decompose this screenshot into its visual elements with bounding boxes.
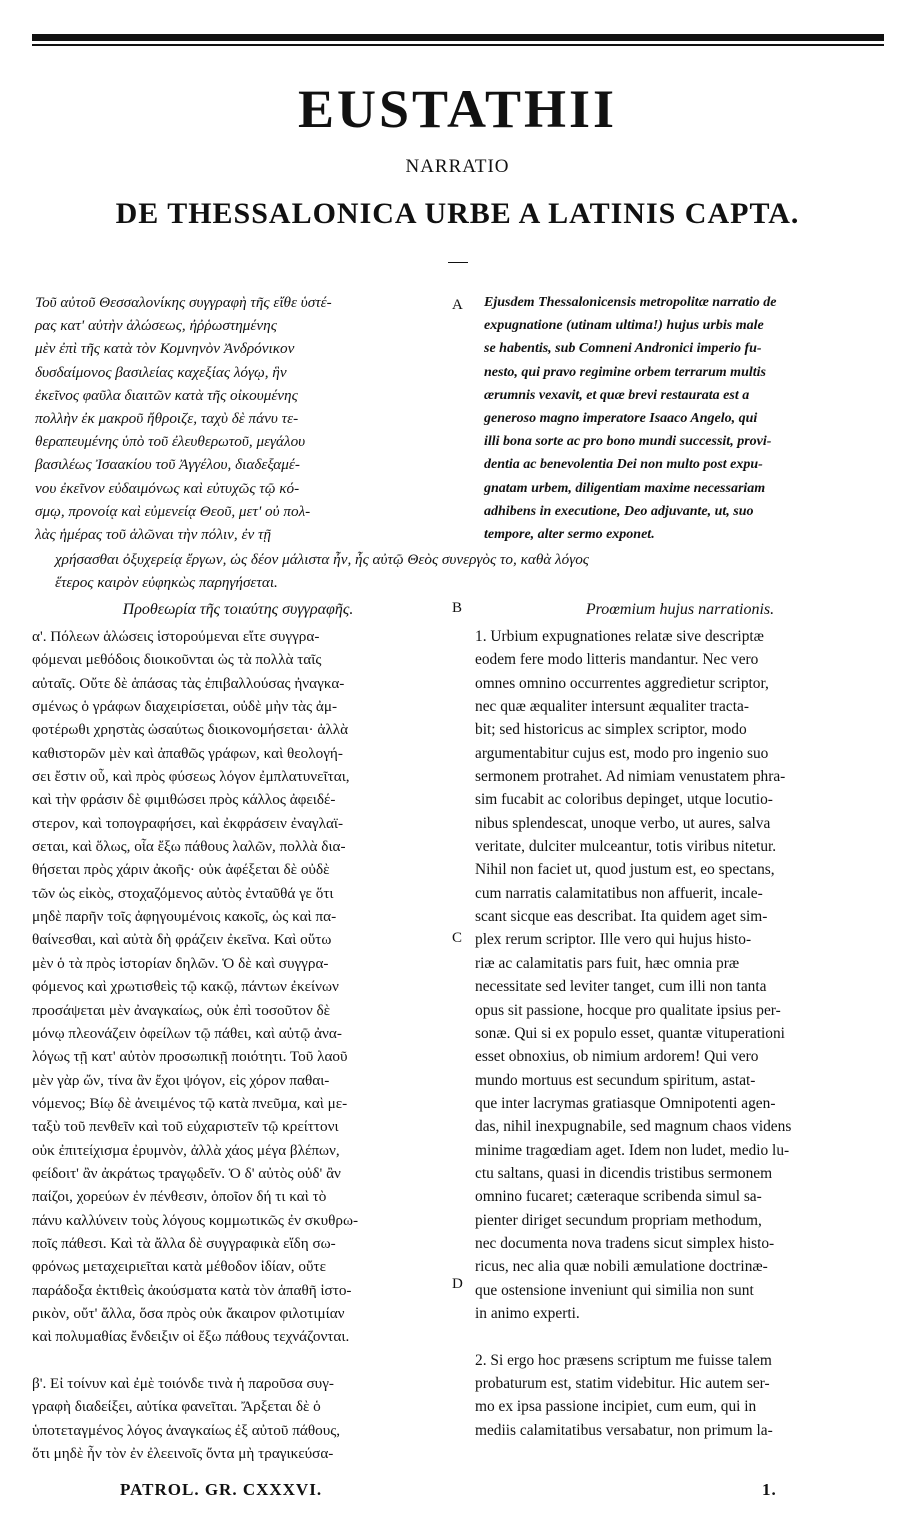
greek-body-line: ὅτι μηδὲ ἦν τὸν ἐν ἐλεεινοῖς ὄντα μὴ τραγικεύσα-	[32, 1445, 334, 1463]
latin-body-line: plex rerum scriptor. Ille vero qui hujus histo-	[475, 931, 752, 949]
greek-body-line: προσάψεται μὲν ἀναγκαίως, οὐκ ἐπὶ τοσοῦτον δὲ	[32, 1001, 331, 1019]
intro-latin-line: ærumnis vexavit, et quæ brevi restaurata est a	[484, 387, 750, 403]
intro-latin-line: se habentis, sub Comneni Andronici imperio fu-	[484, 341, 762, 357]
greek-body-line: φοτέρωθι χρηστὰς ὡσαύτως διοικονομήσεται· ἀλλὰ	[32, 721, 349, 739]
greek-body-column	[32, 602, 444, 1465]
page-headline: DE THESSALONICA URBE A LATINIS CAPTA.	[115, 197, 800, 230]
greek-body-line: ταξὺ τοῦ πενθεῖν καὶ τοῦ εὐχαριστεῖν τῷ κρείττονι	[32, 1118, 339, 1136]
greek-body-line: νόμενος; Βίῳ δὲ ἀνειμένος τῷ κατὰ πνεῦμα, καὶ με-	[32, 1094, 348, 1112]
latin-body-line: opus sit passione, hocque pro qualitate ipsius per-	[475, 1001, 781, 1019]
latin-heading: Proœmium hujus narrationis.	[585, 601, 775, 618]
latin-body-line: que inter lacrymas gratiasque Omnipotenti agen-	[475, 1094, 776, 1112]
margin-letter-b: B	[452, 600, 463, 616]
latin-body-line: probaturum est, statim videbitur. Hic autem ser-	[475, 1375, 770, 1392]
intro-greek-line: σμῳ, προνοίᾳ καὶ εὐμενείᾳ Θεοῦ, μετ' οὐ πολ-	[35, 502, 311, 520]
greek-body-line: β'. Εἰ τοίνυν καὶ ἐμὲ τοιόνδε τινὰ ἡ παροῦσα συγ-	[32, 1375, 334, 1392]
intro-greek-line: βασιλέως Ἰσαακίου τοῦ Ἀγγέλου, διαδεξαμέ-	[35, 456, 300, 474]
intro-greek-line: νου ἐκεῖνον εὐδαιμόνως καὶ εὐτυχῶς τῷ κό-	[35, 479, 300, 497]
greek-body-line: φόμεναι μεθόδοις διοικοῦνται ὡς τὰ πολλὰ ταῖς	[32, 651, 322, 669]
greek-body-line: φρόνως μεταχειριεῖται κατὰ μέθοδον ἰδίαν, οὔτε	[32, 1258, 326, 1276]
intro-greek-line: δυσδαίμονος βασιλείας καχεξίας λόγῳ, ἣν	[35, 363, 287, 381]
intro-greek-line: Τοῦ αὐτοῦ Θεσσαλονίκης συγγραφὴ τῆς εἴθε ὑστέ-	[35, 294, 332, 311]
greek-body-line: σεται, καὶ ὅλως, οἷα ἔξω πάθους λαλῶν, πολλὰ δια-	[32, 838, 346, 856]
latin-body-line: omnino fucaret; cæteraque scribenda simul sa-	[475, 1188, 762, 1206]
intro-latin-line: expugnatione (utinam ultima!) hujus urbis male	[484, 318, 764, 334]
intro-latin-line: dentia ac benevolentia Dei non multo post expu-	[484, 457, 763, 473]
intro-greek-fullwidth	[55, 548, 885, 594]
latin-body-line: ricus, nec alia quæ nobili æmulatione doctrinæ-	[475, 1258, 768, 1276]
footer-series: PATROL. GR. CXXXVI.	[120, 1480, 323, 1499]
intro-greek-full-line: ἕτερος καιρὸν εὐφηκὼς παρηγήσεται.	[55, 574, 278, 591]
margin-letter-d: D	[452, 1276, 463, 1292]
intro-greek-line: θεραπευμένης ὑπὸ τοῦ ἐλευθερωτοῦ, μεγάλου	[35, 433, 306, 451]
latin-body-line: cum narratis calamitatibus non affuerit, incale-	[475, 884, 763, 902]
intro-greek-line: ἐκεῖνος φαῦλα διαιτῶν κατὰ τῆς οἰκουμένης	[35, 386, 298, 404]
latin-body-line: sermonem protrahet. Ad nimiam venustatem phra-	[475, 768, 786, 786]
intro-greek-line: μὲν ἐπὶ τῆς κατὰ τὸν Κομνηνὸν Ἀνδρόνικον	[35, 340, 295, 358]
greek-body-line: ρικὸν, οὔτ' ἄλλα, ὅσα πρὸς οὐκ ἄκαιρον φιλοτιμίαν	[32, 1304, 345, 1322]
latin-body-line: bit; sed historicus ac simplex scriptor, modo	[475, 721, 747, 739]
greek-body-line: ὑποτεταγμένος λόγος ἀναγκαίως ἐξ αὐτοῦ πάθους,	[32, 1421, 341, 1439]
latin-body-line: que ostensione inveniunt qui similia non sunt	[475, 1281, 754, 1299]
latin-body-line: mundo mortuus est secundum spiritum, astat-	[475, 1071, 756, 1089]
latin-body-line: esset obnoxius, ob nimium ardorem! Qui vero	[475, 1048, 759, 1066]
intro-greek-line: ρας κατ' αὐτὴν ἁλώσεως, ἠῤῥωστημένης	[35, 317, 277, 335]
latin-body-line: mediis calamitatibus versabatur, non primum la-	[475, 1421, 773, 1439]
intro-latin-line: tempore, alter sermo exponet.	[484, 526, 655, 542]
greek-body-line: φόμενος καὶ χρωτισθεὶς τῷ κακῷ, πάντων ἐκείνων	[32, 978, 339, 996]
greek-body-line: αὐταῖς. Οὔτε δὲ ἁπάσας τὰς ἐπιβαλλούσας ἠναγκα-	[32, 674, 345, 692]
latin-body-line: nec documenta nova tradens sicut simplex histo-	[475, 1234, 775, 1252]
intro-latin-line: adhibens in executione, Deo adjuvante, ut, suo	[484, 503, 754, 519]
intro-latin-line: illi bona sorte ac pro bono mundi successit, provi-	[484, 434, 772, 450]
greek-body-line: παίζοι, χορεύων ἐν πένθεσιν, ὁποῖον δή τι καὶ τὸ	[32, 1188, 327, 1206]
latin-body-line: pienter diriget secundum propriam methodum,	[475, 1211, 762, 1229]
page-title: EUSTATHII	[297, 79, 618, 139]
greek-body-line: λόγως τῇ κατ' αὐτὸν προσωπικῇ ποιότητι. Τοῦ λαοῦ	[32, 1048, 348, 1066]
latin-body-line: minime tragœdiam aget. Idem non ludet, medio lu-	[475, 1141, 790, 1159]
greek-body-line: μόνῳ πλεονάζειν ὀφείλων τῷ πάθει, καὶ αὐτῷ ἀνα-	[32, 1024, 342, 1042]
latin-body-line	[475, 1325, 885, 1348]
greek-body-line: καὶ πολυμαθίας ἔνδειξιν οἱ ἔξω πάθους τεχνάζονται.	[32, 1328, 350, 1346]
intro-greek-line: λὰς ἡμέρας τοῦ ἁλῶναι τὴν πόλιν, ἐν τῇ	[35, 525, 272, 543]
latin-body-line: sim fucabit ac coloribus depinget, utque locutio-	[475, 791, 773, 809]
latin-body-line: eodem fere modo litteris mandantur. Nec vero	[475, 651, 759, 669]
greek-body-line: καθιστορῶν μὲν καὶ ἀπαθῶς γράφων, καὶ θεολογή-	[32, 744, 343, 762]
greek-body-line: πάνυ καλλύνειν τοὺς λόγους κομμωτικῶς ἐν σκυθρω-	[32, 1211, 359, 1229]
latin-body-line: mo ex ipsa passione incipiet, cum eum, qui in	[475, 1398, 757, 1416]
greek-body-line: μὲν γὰρ ὤν, τίνα ἂν ἔχοι ψόγον, εἰς χόρον παθαι-	[32, 1071, 330, 1089]
greek-body-line: ποῖς πάθεσι. Καὶ τὰ ἄλλα δὲ συγγραφικὰ εἴδη σω-	[32, 1234, 336, 1252]
separator-dash	[448, 262, 468, 263]
greek-body-line: παράδοξα ἐκτιθεὶς ἀκούσματα κατὰ τὸν ἁπαθῆ ἱστο-	[32, 1281, 352, 1299]
latin-body-line: argumentabitur cujus est, modo pro ingenio suo	[475, 744, 769, 762]
greek-body-line: θαίνεσθαι, καὶ αὐτὰ δὴ φράζειν ἐκεῖνα. Καὶ οὕτω	[32, 931, 332, 949]
greek-body-line: οὐκ ἐπιτείχισμα ἐρυμνὸν, ἀλλὰ χάος μέγα βλέπων,	[32, 1141, 340, 1159]
top-rule-thin	[32, 44, 884, 46]
greek-body-line: μηδὲ παρῆν τοῖς ἀφηγουμένοις κακοῖς, ὡς καὶ πα-	[32, 908, 337, 926]
intro-greek-column	[35, 291, 447, 546]
latin-body-line: nec quæ æqualiter intersunt æqualiter tracta-	[475, 698, 749, 716]
latin-body-line: scant sicque eas describat. Ita quidem aget sim-	[475, 908, 768, 926]
greek-body-line: α'. Πόλεων ἁλώσεις ἱστορούμεναι εἴτε συγγρα-	[32, 628, 320, 645]
top-rule	[32, 34, 884, 41]
intro-latin-line: nesto, qui pravo regimine orbem terrarum multis	[484, 364, 766, 380]
latin-body-line: omnes omnino occurrentes aggredietur scriptor,	[475, 674, 769, 692]
greek-body-line: σμένως ὁ γράφων διαχειρίσεται, οὐδὲ μὴν τὰς ἀμ-	[32, 698, 338, 716]
margin-letter-a: A	[452, 297, 463, 313]
latin-body-line: necessitate sed leviter tanget, cum illi non tanta	[475, 978, 767, 996]
latin-body-line: Nihil non faciet ut, quod justum est, eo spectans,	[475, 861, 775, 879]
latin-body-line: ctu saltans, quasi in dicendis tristibus sermonem	[475, 1164, 773, 1182]
margin-letter-c: C	[452, 930, 463, 946]
latin-body-line: in animo experti.	[475, 1304, 580, 1322]
greek-body-line: φείδοιτ' ἂν ἀκράτως τραγῳδεῖν. Ὁ δ' αὐτὸς οὐδ' ἂν	[32, 1164, 341, 1182]
latin-body-line: riæ ac calamitatis pars fuit, hæc omnia præ	[475, 954, 740, 972]
greek-body-line: τῶν ὡς εἰκὸς, στοχαζόμενος αὐτὸς ἐνταῦθά γε ὅτι	[32, 884, 334, 902]
latin-body-line: sonæ. Qui si ex populo esset, quantæ vituperationi	[475, 1024, 785, 1042]
greek-body-line: στερον, καὶ τοπογραφήσει, καὶ ἐκφράσειν ἐναγλαϊ-	[32, 814, 344, 832]
intro-latin-line: gnatam urbem, diligentiam maxime necessariam	[484, 480, 766, 496]
latin-body-line: 2. Si ergo hoc præsens scriptum me fuisse talem	[475, 1351, 772, 1369]
intro-greek-line: πολλὴν ἐκ μακροῦ ἤθροιζε, ταχὺ δὲ πάνυ τε-	[35, 409, 299, 427]
greek-body-line: θήσεται πρὸς χάριν ἀκοῆς· οὐκ ἀφέξεται δὲ οὐδὲ	[32, 861, 330, 879]
page-subtitle: NARRATIO	[405, 156, 510, 177]
latin-body-line: veritate, dulciter mulceantur, totis viribus nitetur.	[475, 838, 777, 856]
greek-body-line	[32, 1349, 444, 1372]
intro-latin-line: Ejusdem Thessalonicensis metropolitæ narratio de	[484, 295, 777, 310]
footer-page-number: 1.	[762, 1480, 777, 1499]
greek-body-line: γραφὴ διαδείξει, αὐτίκα φανεῖται. Ἄρξεται δὲ ὁ	[32, 1398, 321, 1416]
greek-body-line: καὶ τὴν φράσιν δὲ φιμιθώσει πρὸς κάλλος ἀφειδέ-	[32, 791, 336, 809]
greek-body-line: σει ἔστιν οὗ, καὶ πρὸς φύσεως λόγον ἐμπλατυνεῖται,	[32, 768, 350, 786]
latin-body-column	[475, 602, 885, 1442]
latin-body-line: nibus splendescat, unoque verbo, ut aures, salva	[475, 814, 771, 832]
intro-latin-column	[484, 291, 879, 546]
intro-latin-line: generoso magno imperatore Isaaco Angelo, qui	[484, 410, 758, 426]
latin-body-line: das, nihil inexpugnabile, sed magnum chaos videns	[475, 1118, 792, 1136]
intro-greek-full-line: χρήσασθαι ὀξυχερείᾳ ἔργων, ὡς δέον μάλιστα ἦν, ἧς αὐτῷ Θεὸς συνεργὸς το, καθὰ λόγος	[55, 551, 589, 568]
latin-body-line: 1. Urbium expugnationes relatæ sive descriptæ	[475, 628, 764, 645]
greek-heading: Προθεωρία τῆς τοιαύτης συγγραφῆς.	[122, 601, 354, 618]
greek-body-line: μὲν ὁ τὰ πρὸς ἱστορίαν δηλῶν. Ὁ δὲ καὶ συγγρα-	[32, 954, 329, 972]
